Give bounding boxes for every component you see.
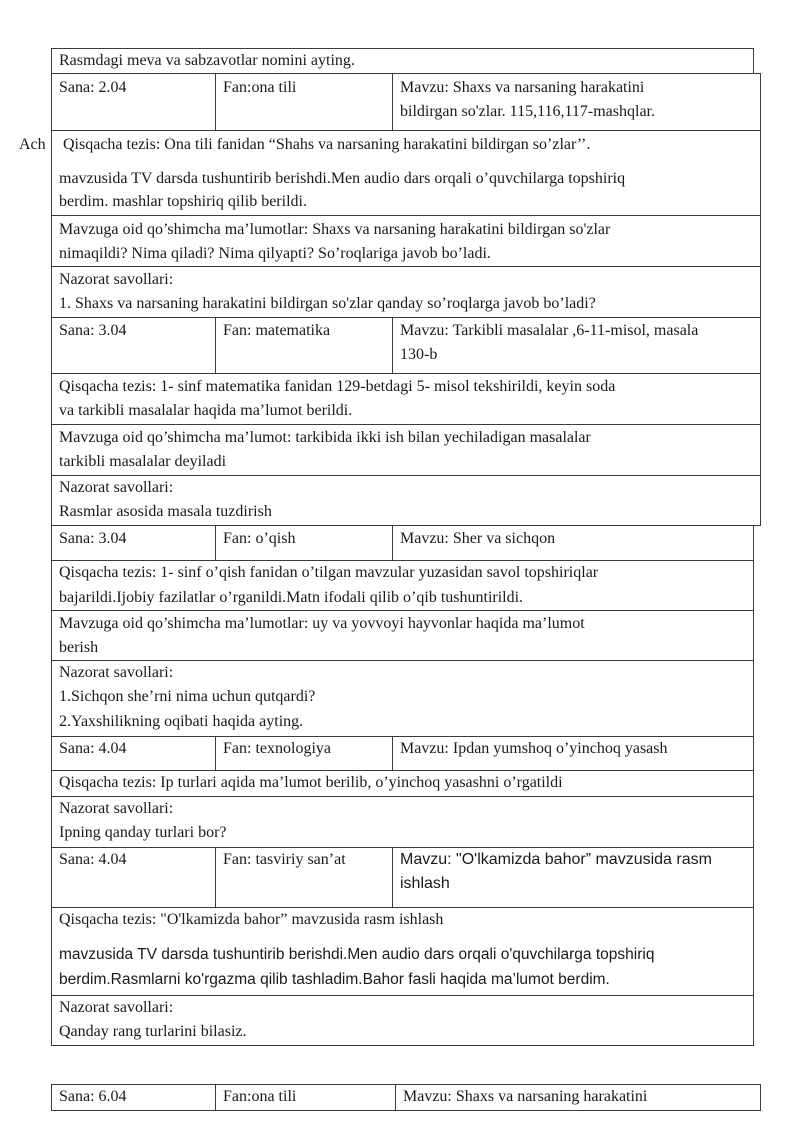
- lesson-5-header: [51, 847, 754, 908]
- lesson-topic-line: Mavzu: Shaxs va narsaning harakatini: [400, 79, 645, 96]
- control-line: Ipning qanday turlari bor?: [59, 824, 227, 841]
- summary-line: va tarkibli masalalar haqida ma’lumot berildi.: [59, 402, 353, 419]
- control-line: 1.Sichqon she’rni nima uchun qutqardi?: [59, 688, 316, 705]
- lesson-2-summary: [51, 373, 761, 425]
- lesson-4-control: [51, 796, 754, 848]
- lesson-date: Sana: 4.04: [59, 740, 127, 757]
- lesson-3-extra: [51, 610, 754, 661]
- margin-fragment: Ach: [19, 136, 46, 153]
- lesson-topic-line: Mavzu: Tarkibli masalalar ,6-11-misol, masala: [400, 322, 699, 339]
- lesson-2-header: [51, 317, 761, 374]
- lesson-1-summary: [51, 130, 761, 216]
- summary-line: bajarildi.Ijobiy fazilatlar o’rganildi.Matn ifodali qilib o’qib tushuntirildi.: [59, 589, 524, 606]
- lesson-topic-line: Mavzu: Shaxs va narsaning harakatini: [403, 1088, 648, 1105]
- extra-line: nimaqildi? Nima qiladi? Nima qilyapti? So’roqlariga javob bo’ladi.: [59, 245, 491, 262]
- summary-line: Qisqacha tezis: Ona tili fanidan “Shahs va narsaning harakatini bildirgan so’zlar’’.: [63, 136, 591, 153]
- lesson-subject: Fan:ona tili: [223, 1088, 297, 1105]
- lesson-date: Sana: 3.04: [59, 530, 127, 547]
- summary-line: mavzusida TV darsda tushuntirib berishdi.Men audio dars orqali o'quvchilarga topshiriq: [59, 946, 655, 963]
- top-line-box: [51, 48, 754, 74]
- extra-line: Mavzuga oid qo’shimcha ma’lumotlar: Shaxs va narsaning harakatini bildirgan so'zlar: [59, 221, 611, 238]
- lesson-5-control: [51, 995, 754, 1046]
- control-line: Qanday rang turlarini bilasiz.: [59, 1023, 247, 1040]
- summary-line: Qisqacha tezis: "O'lkamizda bahor” mavzusida rasm ishlash: [59, 911, 444, 928]
- control-line: Nazorat savollari:: [59, 479, 174, 496]
- control-line: 2.Yaxshilikning oqibati haqida ayting.: [59, 713, 304, 730]
- control-line: Nazorat savollari:: [59, 999, 174, 1016]
- lesson-6-header: [51, 1084, 761, 1111]
- lesson-topic-line: bildirgan so'zlar. 115,116,117-mashqlar.: [400, 103, 655, 120]
- control-line: Rasmlar asosida masala tuzdirish: [59, 503, 272, 520]
- lesson-1-control: [51, 266, 761, 318]
- extra-line: tarkibli masalalar deyiladi: [59, 453, 227, 470]
- lesson-subject: Fan: o’qish: [223, 530, 296, 547]
- lesson-3-control: [51, 660, 754, 737]
- lesson-topic-line: 130-b: [400, 346, 438, 363]
- top-line-text: Rasmdagi meva va sabzavotlar nomini ayting.: [59, 52, 355, 69]
- lesson-1-header: [51, 73, 761, 131]
- lesson-subject: Fan:ona tili: [223, 79, 297, 96]
- lesson-5-summary: [51, 907, 754, 996]
- lesson-subject: Fan: texnologiya: [223, 740, 331, 757]
- lesson-4-summary: [51, 770, 754, 797]
- control-line: Nazorat savollari:: [59, 664, 174, 681]
- lesson-3-summary: [51, 560, 754, 611]
- lesson-topic-line: Mavzu: Ipdan yumshoq o’yinchoq yasash: [400, 740, 668, 757]
- lesson-date: Sana: 3.04: [59, 322, 127, 339]
- lesson-topic-line: ishlash: [400, 875, 450, 892]
- lesson-3-header: [51, 525, 754, 561]
- lesson-subject: Fan: matematika: [223, 322, 331, 339]
- lesson-4-header: [51, 736, 754, 771]
- control-line: Nazorat savollari:: [59, 800, 174, 817]
- extra-line: Mavzuga oid qo’shimcha ma’lumot: tarkibida ikki ish bilan yechiladigan masalalar: [59, 429, 591, 446]
- lesson-1-extra: [51, 215, 761, 267]
- extra-line: Mavzuga oid qo’shimcha ma’lumotlar: uy va yovvoyi hayvonlar haqida ma’lumot: [59, 615, 585, 632]
- control-line: 1. Shaxs va narsaning harakatini bildirgan so'zlar qanday so’roqlarga javob bo’ladi?: [59, 295, 596, 312]
- summary-line: mavzusida TV darsda tushuntirib berishdi.Men audio dars orqali o’quvchilarga topshiriq: [59, 170, 626, 187]
- lesson-2-control: [51, 475, 761, 526]
- lesson-topic-line: Mavzu: Sher va sichqon: [400, 530, 556, 547]
- summary-line: Qisqacha tezis: Ip turlari aqida ma’lumot berilib, o’yinchoq yasashni o’rgatildi: [59, 774, 563, 791]
- summary-line: Qisqacha tezis: 1- sinf o’qish fanidan o’tilgan mavzular yuzasidan savol topshiriqlar: [59, 564, 599, 581]
- summary-line: Qisqacha tezis: 1- sinf matematika fanidan 129-betdagi 5- misol tekshirildi, keyin soda: [59, 378, 616, 395]
- extra-line: berish: [59, 639, 99, 656]
- summary-line: berdim. mashlar topshiriq qilib berildi.: [59, 193, 307, 210]
- lesson-date: Sana: 2.04: [59, 79, 127, 96]
- summary-line: berdim.Rasmlarni ko'rgazma qilib tashladim.Bahor fasli haqida ma’lumot berdim.: [59, 971, 610, 988]
- control-line: Nazorat savollari:: [59, 271, 174, 288]
- lesson-subject: Fan: tasviriy san’at: [223, 851, 346, 868]
- lesson-2-extra: [51, 424, 761, 476]
- lesson-date: Sana: 6.04: [59, 1088, 127, 1105]
- lesson-date: Sana: 4.04: [59, 851, 127, 868]
- lesson-topic-line: Mavzu: "O'lkamizda bahor” mavzusida rasm: [400, 851, 712, 868]
